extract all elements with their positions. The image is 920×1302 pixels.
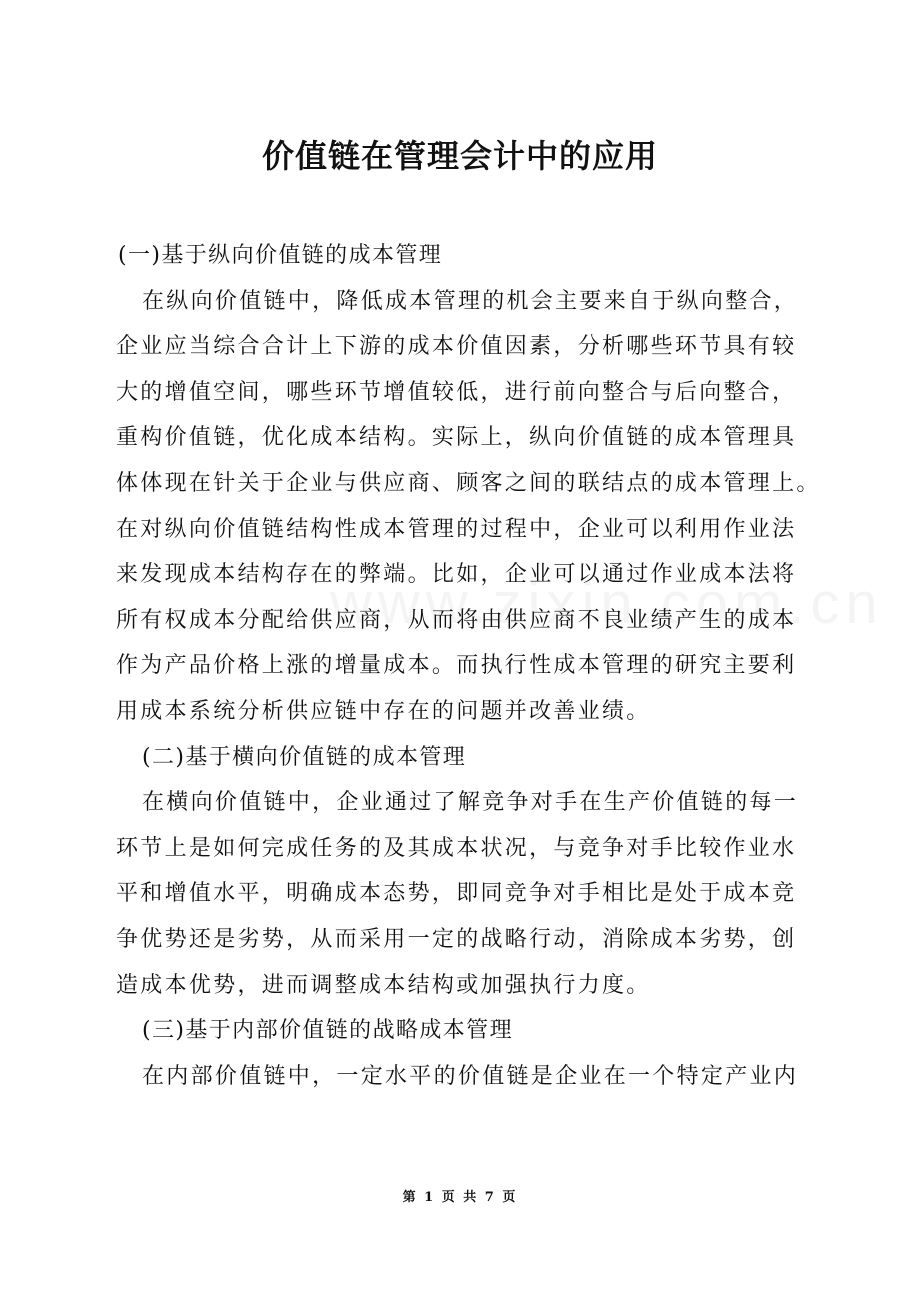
paragraph-line: 所有权成本分配给供应商，从而将由供应商不良业绩产生的成本 <box>116 607 797 633</box>
paragraph-line: 来发现成本结构存在的弊端。比如，企业可以通过作业成本法将 <box>116 562 797 588</box>
paragraph-line: 作为产品价格上涨的增量成本。而执行性成本管理的研究主要利 <box>116 653 797 679</box>
paragraph-line: 争优势还是劣势，从而采用一定的战略行动，消除成本劣势，创 <box>116 926 797 952</box>
paragraph-line: 体体现在针关于企业与供应商、顾客之间的联结点的成本管理上。 <box>116 470 821 496</box>
section-heading-internal: (三)基于内部价值链的战略成本管理 <box>142 1018 513 1044</box>
paragraph-line: 造成本优势，进而调整成本结构或加强执行力度。 <box>116 972 651 998</box>
paragraph-line: 环节上是如何完成任务的及其成本状况，与竞争对手比较作业水 <box>116 835 797 861</box>
document-body <box>116 233 821 1099</box>
section-heading-vertical: (一)基于纵向价值链的成本管理 <box>118 243 443 268</box>
paragraph-line: 在纵向价值链中，降低成本管理的机会主要来自于纵向整合， <box>142 288 799 314</box>
section-heading-horizontal: (二)基于横向价值链的成本管理 <box>142 744 467 770</box>
paragraph-line: 平和增值水平，明确成本态势，即同竞争对手相比是处于成本竞 <box>116 881 797 907</box>
document-title: 价值链在管理会计中的应用 <box>261 137 658 175</box>
page-footer: 第 1 页 共 7 页 <box>402 1190 518 1205</box>
paragraph-line: 在对纵向价值链结构性成本管理的过程中，企业可以利用作业法 <box>116 516 797 542</box>
paragraph-line: 大的增值空间，哪些环节增值较低，进行前向整合与后向整合， <box>116 379 797 405</box>
paragraph-line: 重构价值链，优化成本结构。实际上，纵向价值链的成本管理具 <box>116 425 797 451</box>
paragraph-line: 在内部价值链中，一定水平的价值链是企业在一个特定产业内 <box>142 1063 799 1089</box>
paragraph-line: 用成本系统分析供应链中存在的问题并改善业绩。 <box>116 698 651 724</box>
paragraph-line: 企业应当综合合计上下游的成本价值因素，分析哪些环节具有较 <box>116 334 797 360</box>
paragraph-line: 在横向价值链中，企业通过了解竞争对手在生产价值链的每一 <box>142 790 799 816</box>
